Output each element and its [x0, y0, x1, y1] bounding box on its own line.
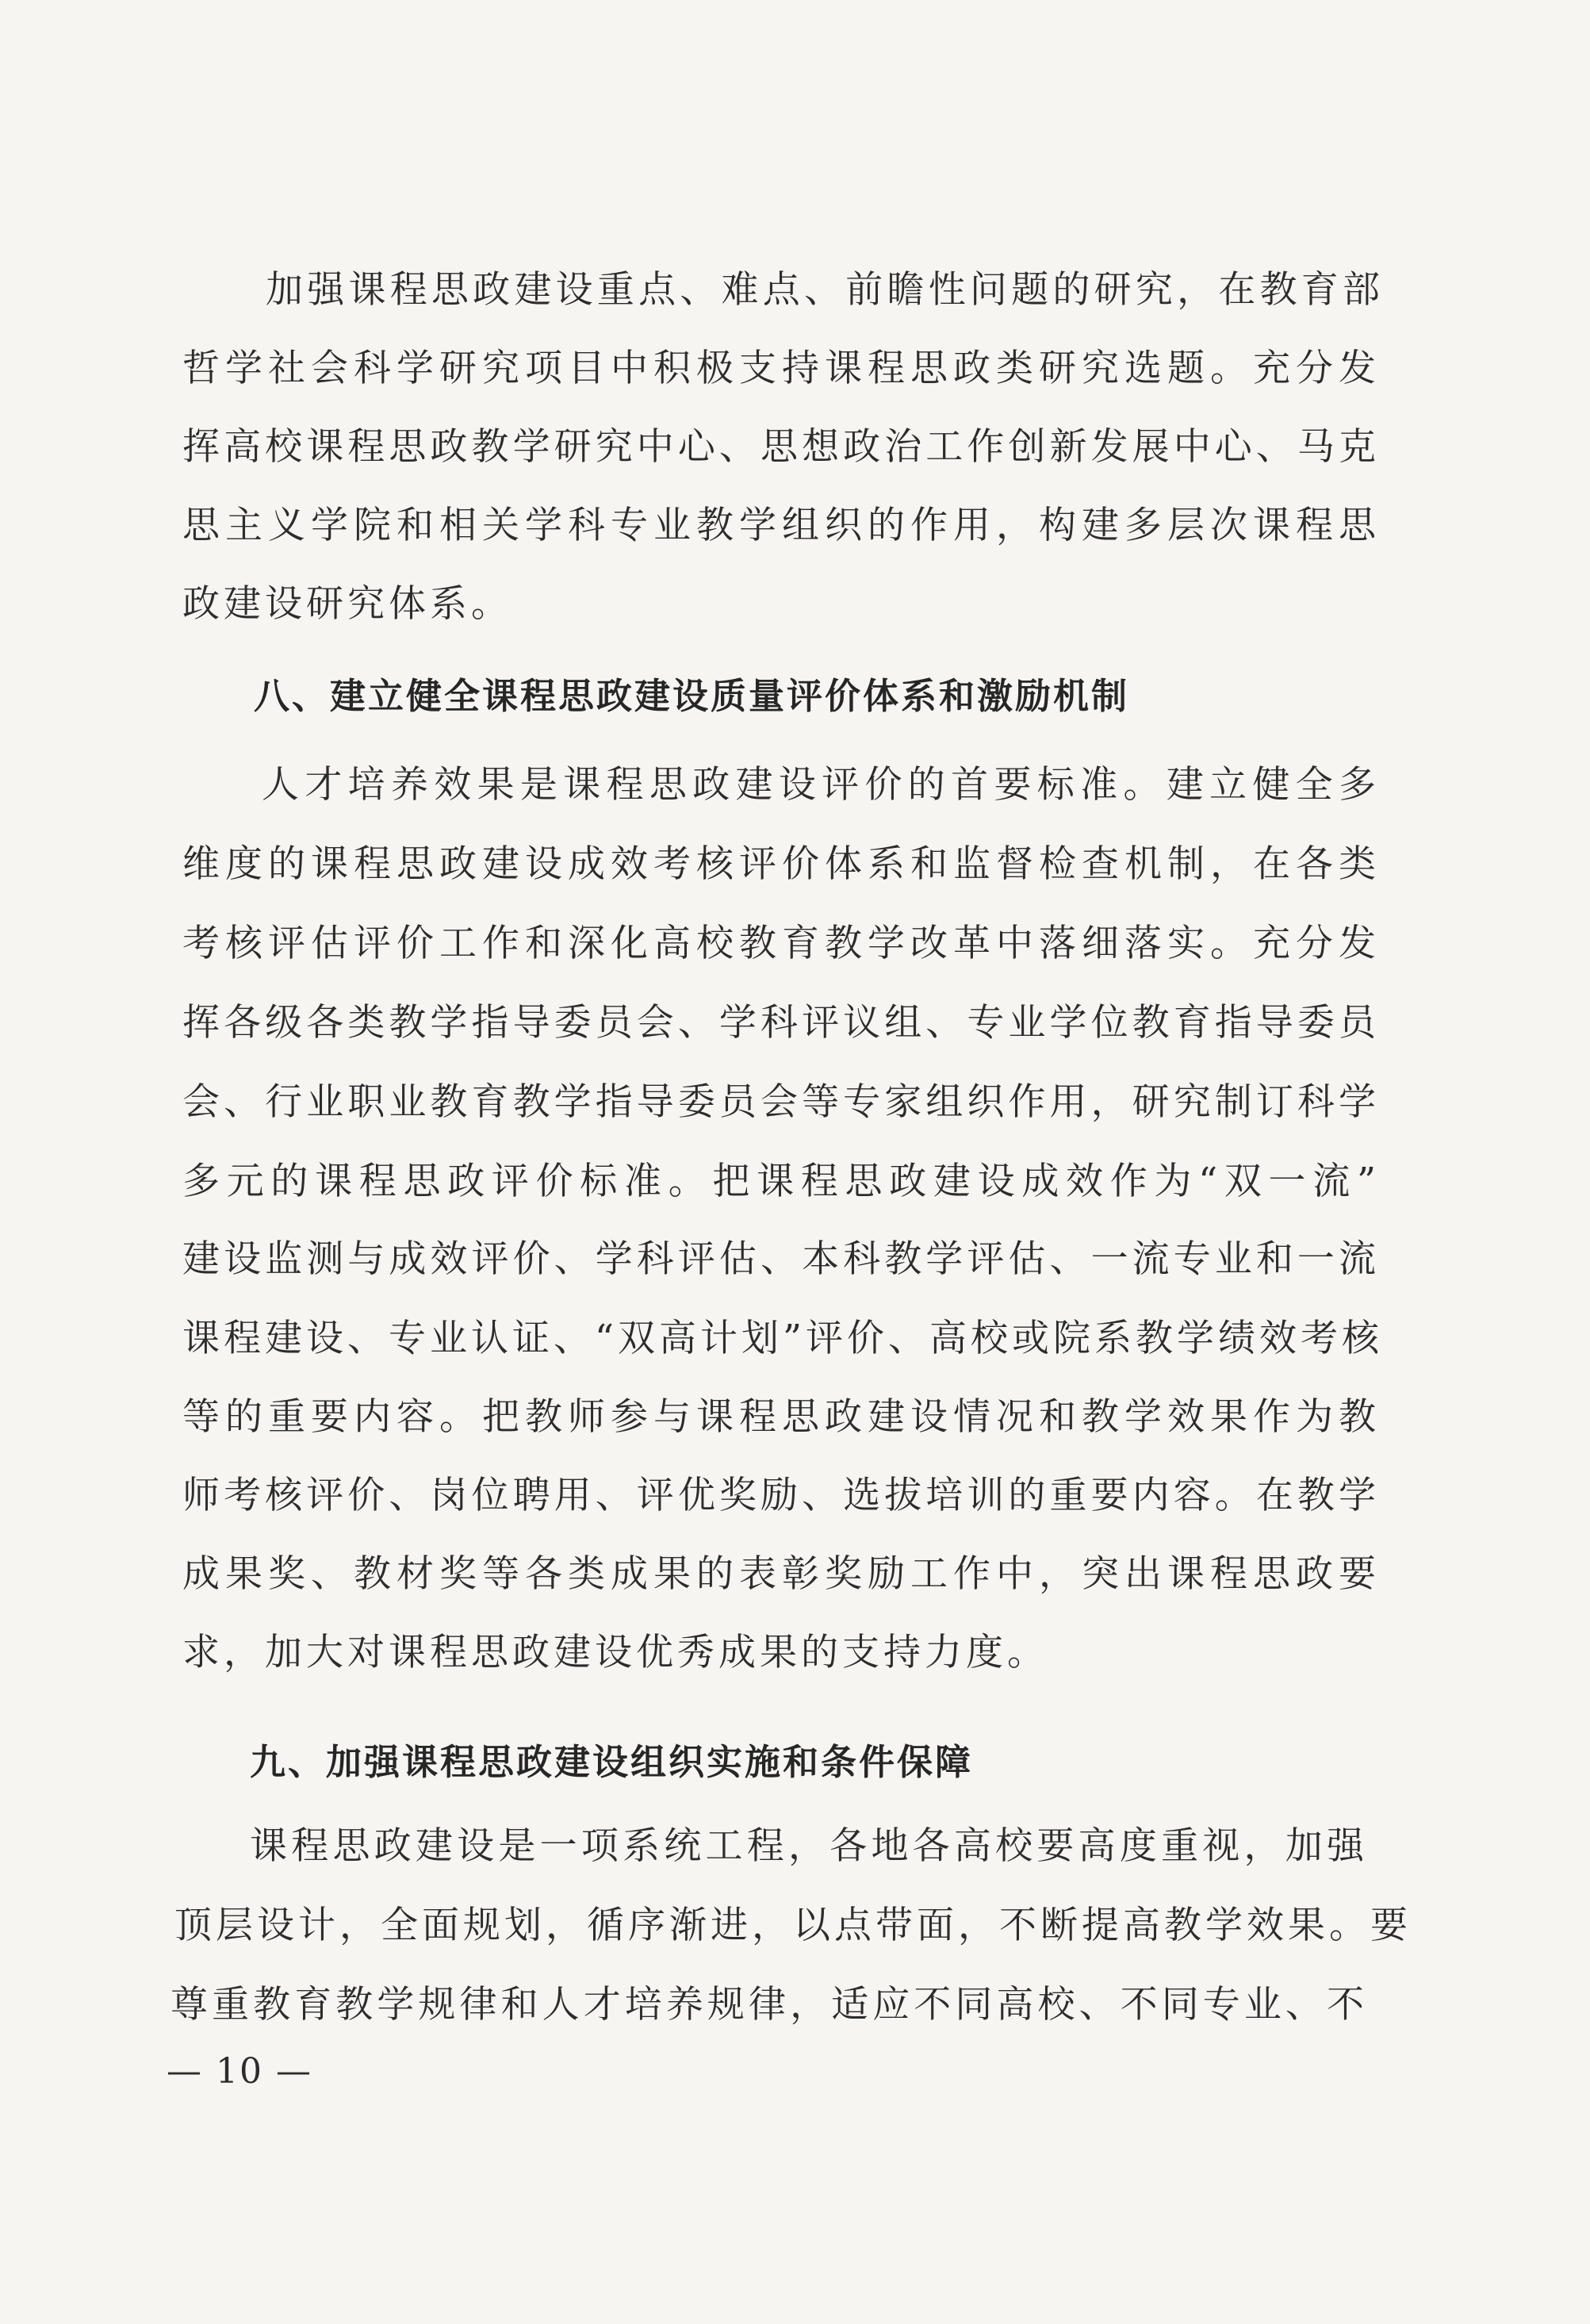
paragraph-2-line-12: 求，加大对课程思政建设优秀成果的支持力度。: [182, 1631, 1048, 1674]
paragraph-3-line-2: 顶层设计，全面规划，循序渐进，以点带面，不断提高教学效果。要: [174, 1904, 1412, 1947]
paragraph-1-line-5: 政建设研究体系。: [182, 582, 512, 626]
paragraph-2-line-3: 考核评估评价工作和深化高校教育教学改革中落细落实。充分发: [182, 922, 1380, 965]
paragraph-1-line-2: 哲学社会科学研究项目中积极支持课程思政类研究选题。充分发: [182, 347, 1380, 390]
page-number: — 10 —: [167, 2051, 312, 2092]
paragraph-1-line-1: 加强课程思政建设重点、难点、前瞻性问题的研究，在教育部: [266, 268, 1384, 312]
paragraph-2-line-7: 建设监测与成效评价、学科评估、本科教学评估、一流专业和一流: [182, 1237, 1380, 1281]
paragraph-2-line-5: 会、行业职业教育教学指导委员会等专家组织作用，研究制订科学: [182, 1080, 1380, 1124]
paragraph-2-line-11: 成果奖、教材奖等各类成果的表彰奖励工作中，突出课程思政要: [182, 1552, 1380, 1596]
paragraph-2-line-10: 师考核评价、岗位聘用、评优奖励、选拔培训的重要内容。在教学: [182, 1474, 1380, 1517]
paragraph-3-line-1: 课程思政建设是一项系统工程，各地各高校要高度重视，加强: [250, 1824, 1368, 1868]
paragraph-2-line-9: 等的重要内容。把教师参与课程思政建设情况和教学效果作为教: [182, 1395, 1380, 1439]
paragraph-2-line-2: 维度的课程思政建设成效考核评价体系和监督检查机制，在各类: [182, 842, 1380, 886]
section-heading-8: 八、建立健全课程思政建设质量评价体系和激励机制: [254, 675, 1130, 717]
paragraph-2-line-8: 课程建设、专业认证、“双高计划”评价、高校或院系教学绩效考核: [182, 1317, 1384, 1360]
paragraph-2-line-4: 挥各级各类教学指导委员会、学科评议组、专业学位教育指导委员: [182, 1001, 1380, 1045]
section-heading-9: 九、加强课程思政建设组织实施和条件保障: [250, 1741, 974, 1783]
paragraph-1-line-3: 挥高校课程思政教学研究中心、思想政治工作创新发展中心、马克: [182, 425, 1380, 469]
paragraph-1-line-4: 思主义学院和相关学科专业教学组织的作用，构建多层次课程思: [182, 504, 1380, 547]
paragraph-2-line-1: 人才培养效果是课程思政建设评价的首要标准。建立健全多: [262, 763, 1380, 807]
paragraph-3-line-3: 尊重教育教学规律和人才培养规律，适应不同高校、不同专业、不: [170, 1983, 1368, 2027]
paragraph-2-line-6: 多元的课程思政评价标准。把课程思政建设成效作为“双一流”: [182, 1160, 1380, 1203]
